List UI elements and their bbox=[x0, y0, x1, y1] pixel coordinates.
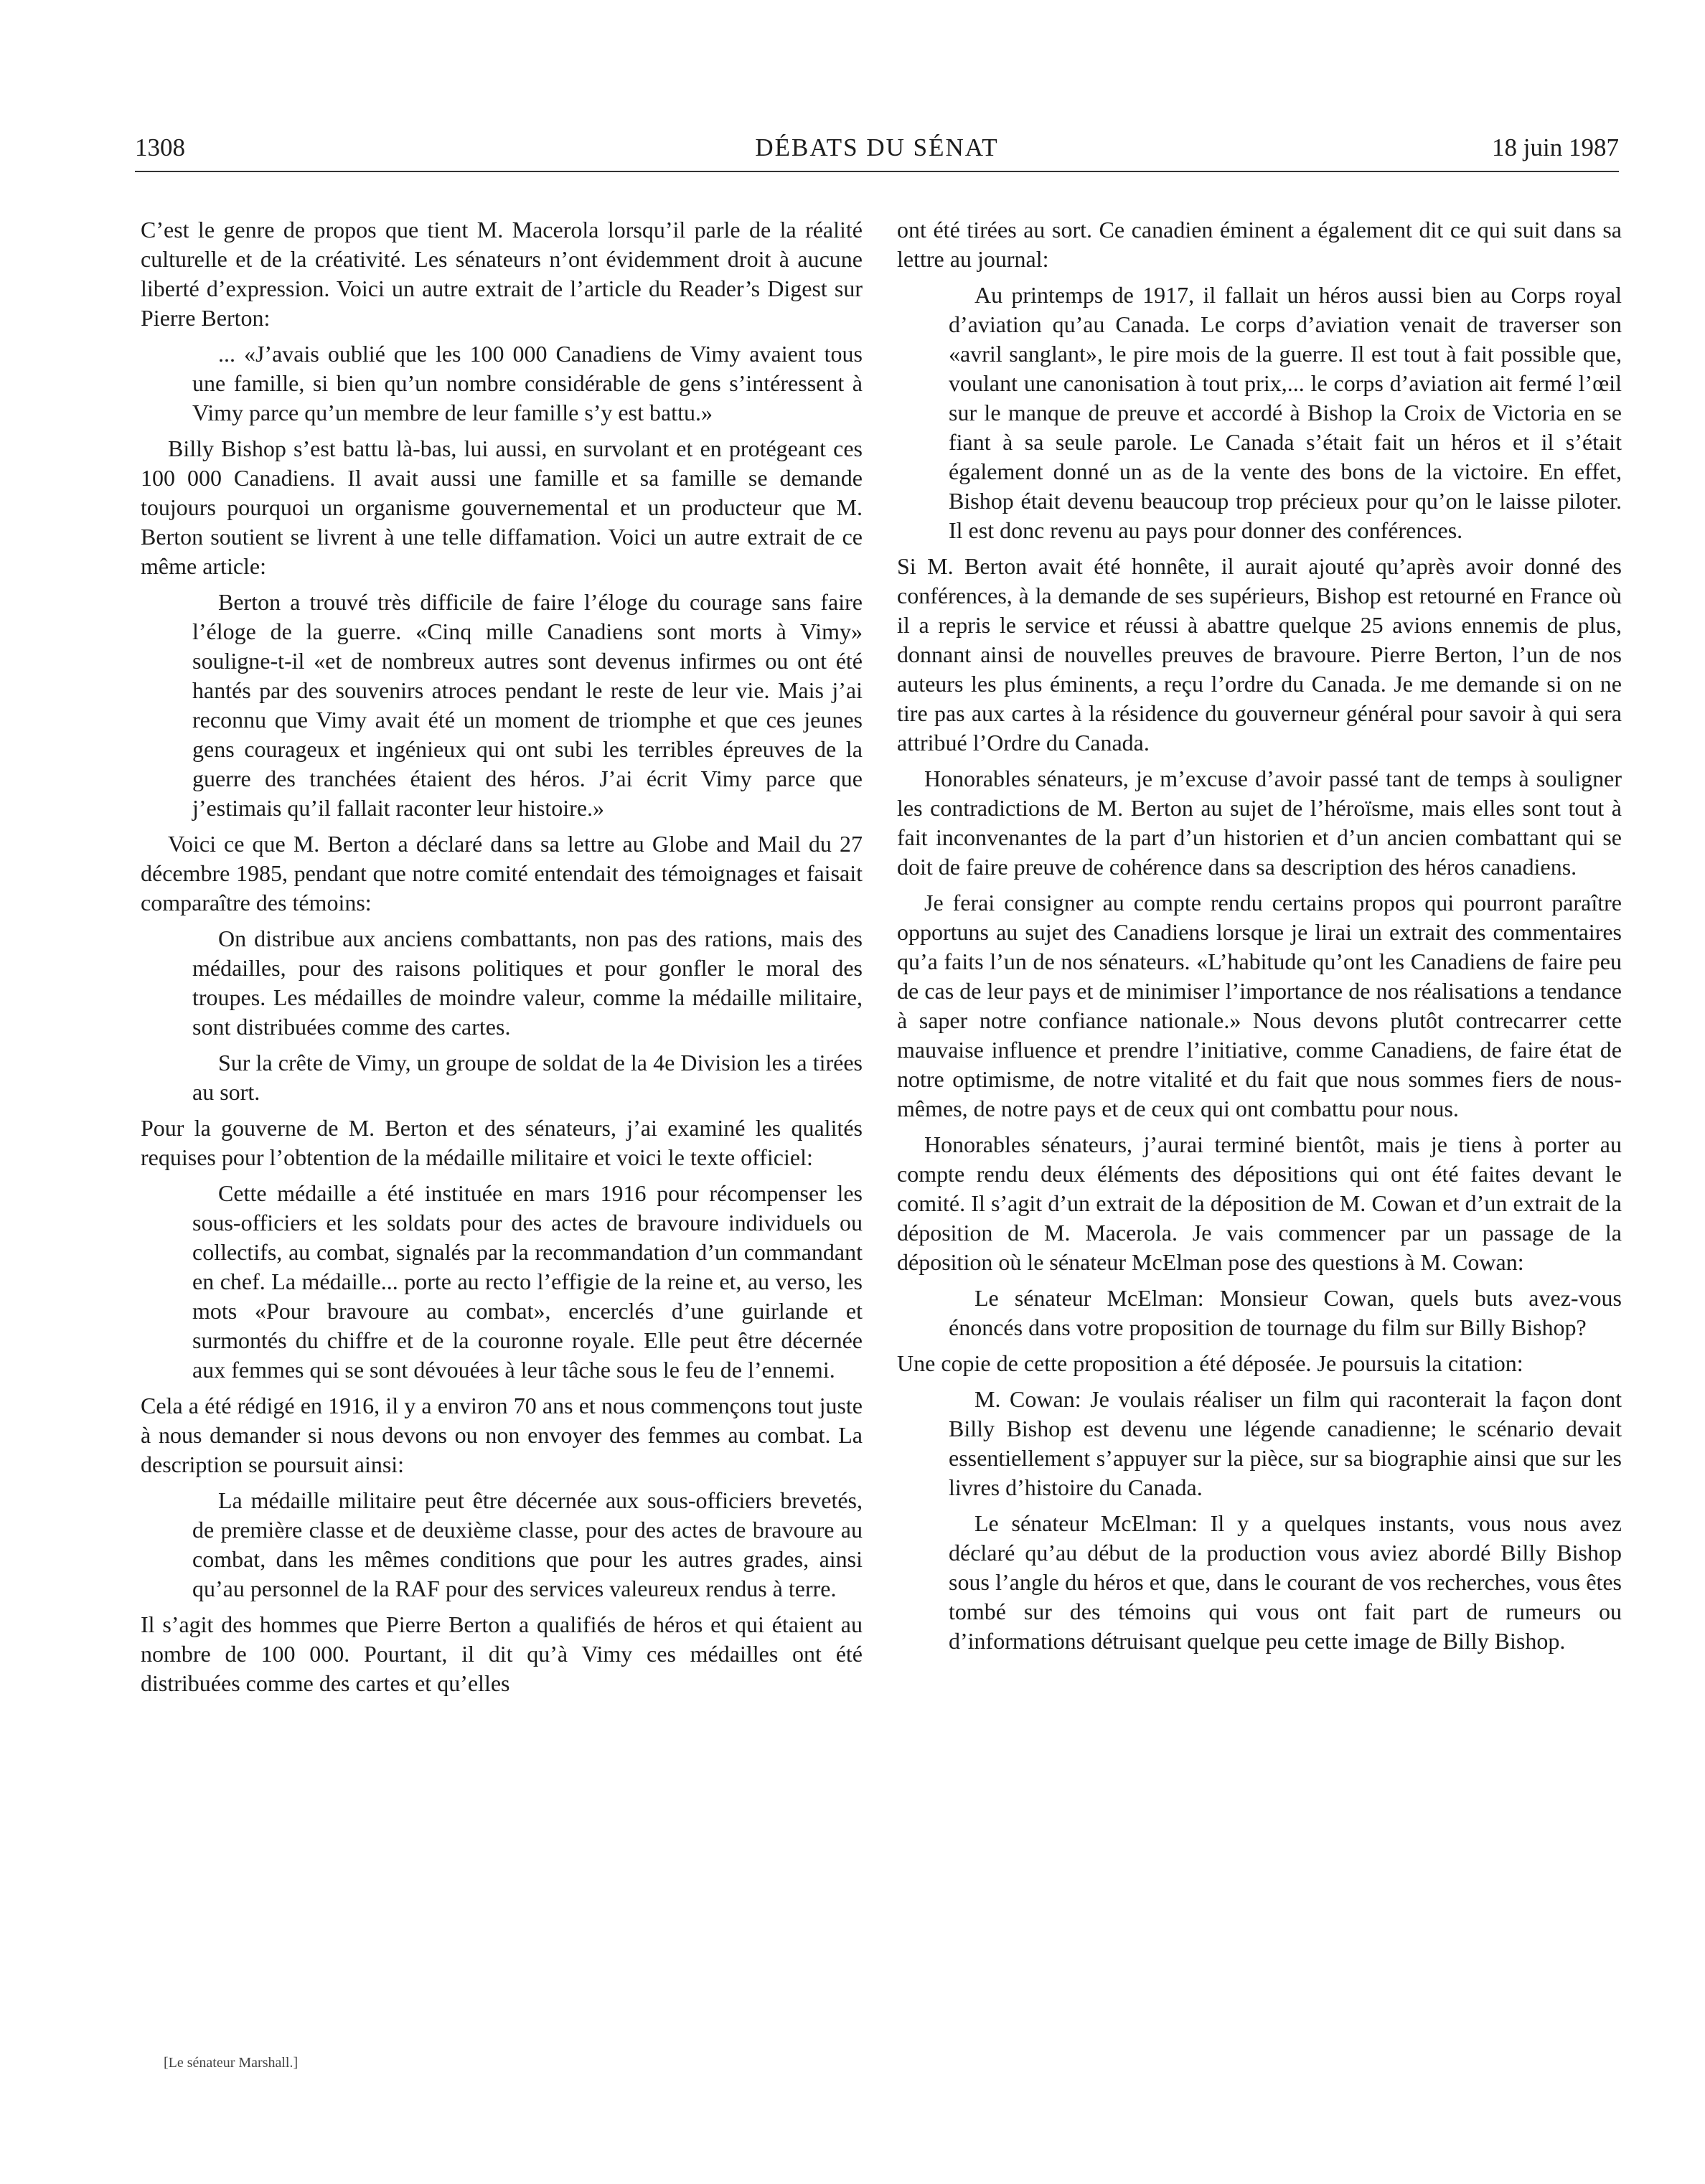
paragraph: Billy Bishop s’est battu là-bas, lui aussi, en survolant et en protégeant ces 100 000 Canadiens. Il avait aussi une famille et sa famille se demande toujours pourquoi un organisme gouvernemental et un producteur que M. Berton soutient se livrent à une telle diffamation. Voici un autre extrait de ce même article: bbox=[141, 436, 863, 579]
paragraph: Je ferai consigner au compte rendu certains propos qui pourront paraître opportuns au sujet des Canadiens lorsque je lirai un extrait des commentaires qu’a faits l’un de nos sénateurs. «L’habitude qu’ont les Canadiens de faire peu de cas de leur pays et de minimiser l’importance de nos réalisations a tendance à saper notre confiance nationale.» Nous devons plutôt contrecarrer cette mauvaise influence et prendre l’initiative, comme Canadiens, de faire état de notre optimisme, de notre vitalité et du fait que nous sommes fiers de nous-mêmes, de notre pays et de ceux qui ont combattu pour nous. bbox=[897, 890, 1622, 1121]
block-quote: Sur la crête de Vimy, un groupe de soldat de la 4e Division les a tirées au sort. bbox=[192, 1050, 863, 1105]
paragraph: Honorables sénateurs, je m’excuse d’avoir passé tant de temps à souligner les contradictions de M. Berton au sujet de l’héroïsme, mais elles sont tout à fait inconvenantes de la part d’un historien et d’un ancien combattant qui se doit de faire preuve de cohérence dans sa description des héros canadiens. bbox=[897, 766, 1622, 880]
paragraph: Pour la gouverne de M. Berton et des sénateurs, j’ai examiné les qualités requises pour l’obtention de la médaille militaire et voici le texte officiel: bbox=[141, 1115, 863, 1170]
block-quote: On distribue aux anciens combattants, non pas des rations, mais des médailles, pour des raisons politiques et pour gonfler le moral des troupes. Les médailles de moindre valeur, comme la médaille militaire, sont distribuées comme des cartes. bbox=[192, 926, 863, 1040]
paragraph: Si M. Berton avait été honnête, il aurait ajouté qu’après avoir donné des conférences, à la demande de ses supérieurs, Bishop est retourné en France où il a repris le service et réussi à abattre quelque 25 avions ennemis de plus, donnant ainsi de nouvelles preuves de bravoure. Pierre Berton, l’un de nos auteurs les plus éminents, a reçu l’ordre du Canada. Je me demande si on ne tire pas aux cartes à la résidence du gouverneur général pour savoir à qui sera attribué l’Ordre du Canada. bbox=[897, 553, 1622, 756]
block-quote: ... «J’avais oublié que les 100 000 Canadiens de Vimy avaient tous une famille, si bien qu’un nombre considérable de gens s’intéressent à Vimy parce qu’un membre de leur famille s’y est battu.» bbox=[192, 341, 863, 425]
page-number: 1308 bbox=[135, 133, 185, 161]
left-column bbox=[141, 215, 863, 1705]
paragraph: ont été tirées au sort. Ce canadien éminent a également dit ce qui suit dans sa lettre au journal: bbox=[897, 217, 1622, 272]
block-quote: La médaille militaire peut être décernée aux sous-officiers brevetés, de première classe et de deuxième classe, pour des actes de bravoure au combat, dans les mêmes conditions que pour les autres grades, ainsi qu’au personnel de la RAF pour des services valeureux rendus à terre. bbox=[192, 1487, 863, 1601]
block-quote: Le sénateur McElman: Il y a quelques instants, vous nous avez déclaré qu’au début de la production vous aviez abordé Billy Bishop sous l’angle du héros et que, dans le courant de vos recherches, vous êtes tombé sur des témoins qui vous ont fait part de rumeurs ou d’informations détruisant quelque peu cette image de Billy Bishop. bbox=[949, 1510, 1622, 1654]
paragraph: Une copie de cette proposition a été déposée. Je poursuis la citation: bbox=[897, 1350, 1523, 1376]
block-quote: Au printemps de 1917, il fallait un héros aussi bien au Corps royal d’aviation qu’au Canada. Le corps d’aviation venait de traverser son «avril sanglant», le pire mois de la guerre. Il est tout à fait possible que, voulant une canonisation à tout prix,... le corps d’aviation ait fermé l’œil sur le manque de preuve et accordé à Bishop la Croix de Victoria en se fiant à sa seule parole. Le Canada s’était fait un héros et il s’était également donné un as de la vente des bons de la victoire. En effet, Bishop était devenu beaucoup trop précieux pour qu’on le laisse piloter. Il est donc revenu au pays pour donner des conférences. bbox=[949, 282, 1622, 543]
paragraph: C’est le genre de propos que tient M. Macerola lorsqu’il parle de la réalité culturelle et de la créativité. Les sénateurs n’ont évidemment droit à aucune liberté d’expression. Voici un autre extrait de l’article du Reader’s Digest sur Pierre Berton: bbox=[141, 217, 863, 331]
paragraph: Honorables sénateurs, j’aurai terminé bientôt, mais je tiens à porter au compte rendu deux éléments des dépositions qui ont été faites devant le comité. Il s’agit d’un extrait de la déposition de M. Cowan et d’un extrait de la déposition de M. Macerola. Je vais commencer par un passage de la déposition où le sénateur McElman pose des questions à M. Cowan: bbox=[897, 1131, 1622, 1275]
paragraph: Voici ce que M. Berton a déclaré dans sa lettre au Globe and Mail du 27 décembre 1985, pendant que notre comité entendait des témoignages et faisait comparaître des témoins: bbox=[141, 831, 863, 916]
page-date: 18 juin 1987 bbox=[1492, 133, 1619, 161]
paragraph: Il s’agit des hommes que Pierre Berton a qualifiés de héros et qui étaient au nombre de 100 000. Pourtant, il dit qu’à Vimy ces médailles ont été distribuées comme des cartes et qu’elles bbox=[141, 1611, 863, 1696]
page-header bbox=[135, 133, 1619, 172]
block-quote: M. Cowan: Je voulais réaliser un film qui raconterait la façon dont Billy Bishop est devenu une légende canadienne; le scénario devait essentiellement s’appuyer sur la pièce, sur sa biographie ainsi que sur les livres d’histoire du Canada. bbox=[949, 1386, 1622, 1500]
footnote: [Le sénateur Marshall.] bbox=[164, 2055, 299, 2071]
page-title: DÉBATS DU SÉNAT bbox=[755, 133, 999, 161]
block-quote: Le sénateur McElman: Monsieur Cowan, quels buts avez-vous énoncés dans votre proposition de tournage du film sur Billy Bishop? bbox=[949, 1285, 1622, 1340]
right-column bbox=[897, 215, 1622, 1662]
block-quote: Berton a trouvé très difficile de faire l’éloge du courage sans faire l’éloge de la guerre. «Cinq mille Canadiens sont morts à Vimy» souligne-t-il «et de nombreux autres sont devenus infirmes ou ont été hantés par des souvenirs atroces pendant le reste de leur vie. Mais j’ai reconnu que Vimy avait été un moment de triomphe et que ces jeunes gens courageux et ingénieux qui ont subi les terribles épreuves de la guerre des tranchées étaient des héros. J’ai écrit Vimy parce que j’estimais qu’il fallait raconter leur histoire.» bbox=[192, 589, 863, 821]
paragraph: Cela a été rédigé en 1916, il y a environ 70 ans et nous commençons tout juste à nous demander si nous devons ou non envoyer des femmes au combat. La description se poursuit ainsi: bbox=[141, 1393, 863, 1477]
block-quote: Cette médaille a été instituée en mars 1916 pour récompenser les sous-officiers et les soldats pour des actes de bravoure individuels ou collectifs, au combat, signalés par la recommandation d’un commandant en chef. La médaille... porte au recto l’effigie de la reine et, au verso, les mots «Pour bravoure au combat», encerclés d’une guirlande et surmontés du chiffre et de la couronne royale. Elle peut être décernée aux femmes qui se sont dévouées à leur tâche sous le feu de l’ennemi. bbox=[192, 1180, 863, 1383]
